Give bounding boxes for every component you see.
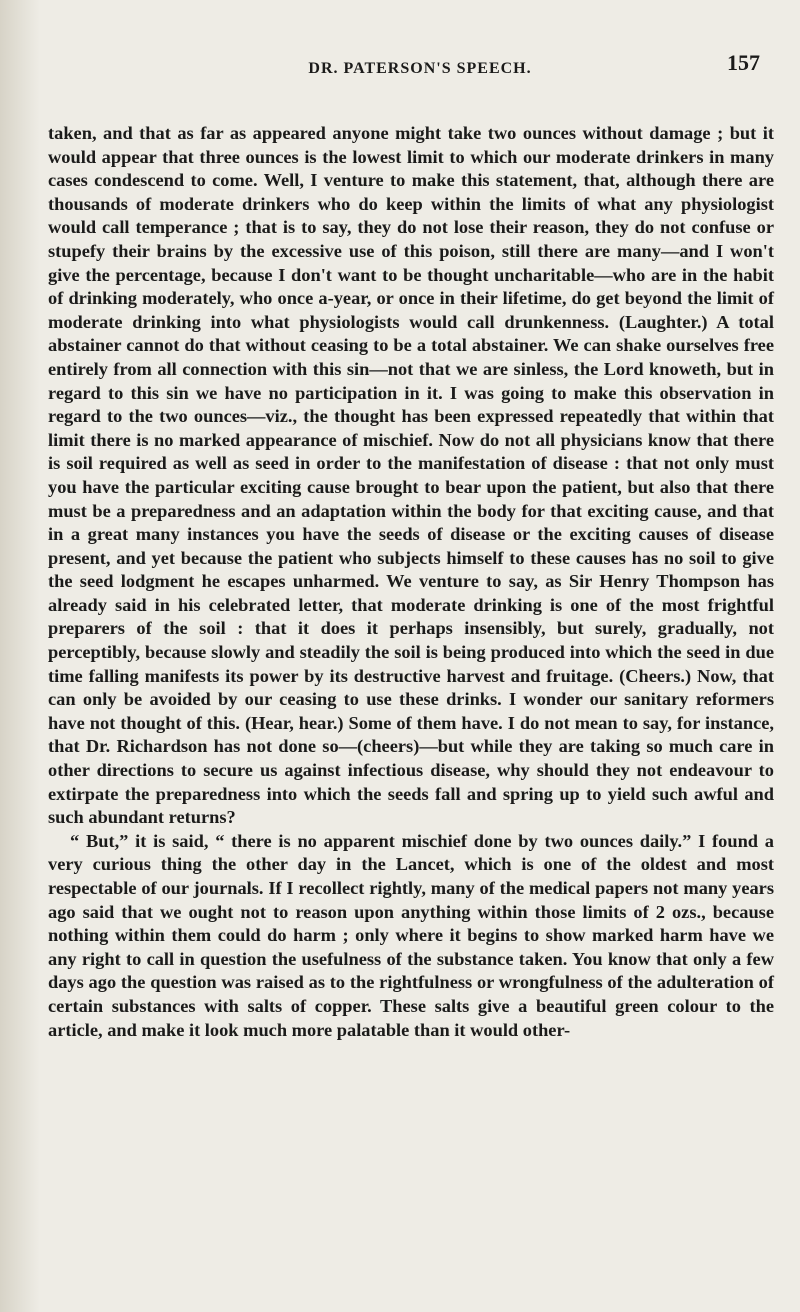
running-head: DR. PATERSON'S SPEECH. <box>308 60 532 77</box>
page-header <box>80 50 760 90</box>
paragraph: “ But,” it is said, “ there is no apparent mischief done by two ounces daily.” I found a very curious thing the other day in the Lancet, which is one of the oldest and most respectable of our journals. If I recollect rightly, many of the medical papers not many years ago said that we ought not to reason upon anything within those limits of 2 ozs., because nothing within them could do harm ; only where it begins to show marked harm have we any right to call in question the usefulness of the substance taken. You know that only a few days ago the question was raised as to the rightfulness or wrongfulness of the adulteration of certain substances with salts of copper. These salts give a beautiful green colour to the article, and make it look much more palatable than it would other- <box>48 830 774 1040</box>
page-edge-shadow <box>0 0 40 1312</box>
page-number: 157 <box>727 50 760 75</box>
paragraph: taken, and that as far as appeared anyone might take two ounces without damage ; but it would appear that three ounces is the lowest limit to which our moderate drinkers in many cases condescend to come. Well, I venture to make this statement, that, although there are thousands of moderate drinkers who do keep within the limits of what any physiologist would call temperance ; that is to say, they do not lose their reason, they do not confuse or stupefy their brains by the excessive use of this poison, still there are many—and I won't give the percentage, because I don't want to be thought uncharitable—who are in the habit of drinking moderately, who once a-year, or once in their lifetime, do get beyond the limit of moderate drinking into what physiologists would call drunkenness. (Laughter.) A total abstainer cannot do that without ceasing to be a total abstainer. We can shake ourselves free entirely from all connection with this sin—not that we are sinless, the Lord knoweth, but in regard to this sin we have no participation in it. I was going to make this observation in regard to the two ounces—viz., the thought has been expressed repeatedly that within that limit there is no marked appearance of mischief. Now do not all physicians know that there is soil required as well as seed in order to the manifestation of disease : that not only must you have the particular exciting cause brought to bear upon the patient, but also that there must be a preparedness and an adaptation within the body for that exciting cause, and that in a great many instances you have the seeds of disease or the exciting causes of disease present, and yet because the patient who subjects himself to these causes has no soil to give the seed lodgment he escapes unharmed. We venture to say, as Sir Henry Thompson has already said in his celebrated letter, that moderate drinking is one of the most frightful preparers of the soil : that it does it perhaps insensibly, but surely, gradually, not perceptibly, because slowly and steadily the soil is being produced into which the seed in due time falling manifests its power by its destructive harvest and fruitage. (Cheers.) Now, that can only be avoided by our ceasing to use these drinks. I wonder our sanitary reformers have not thought of this. (Hear, hear.) Some of them have. I do not mean to say, for instance, that Dr. Richardson has not done so—(cheers)—but while they are taking so much care in other directions to secure us against infectious disease, why should they not endeavour to extirpate the preparedness into which the seeds fall and spring up to yield such awful and such abundant returns? <box>48 123 774 828</box>
body-text <box>48 122 774 1042</box>
